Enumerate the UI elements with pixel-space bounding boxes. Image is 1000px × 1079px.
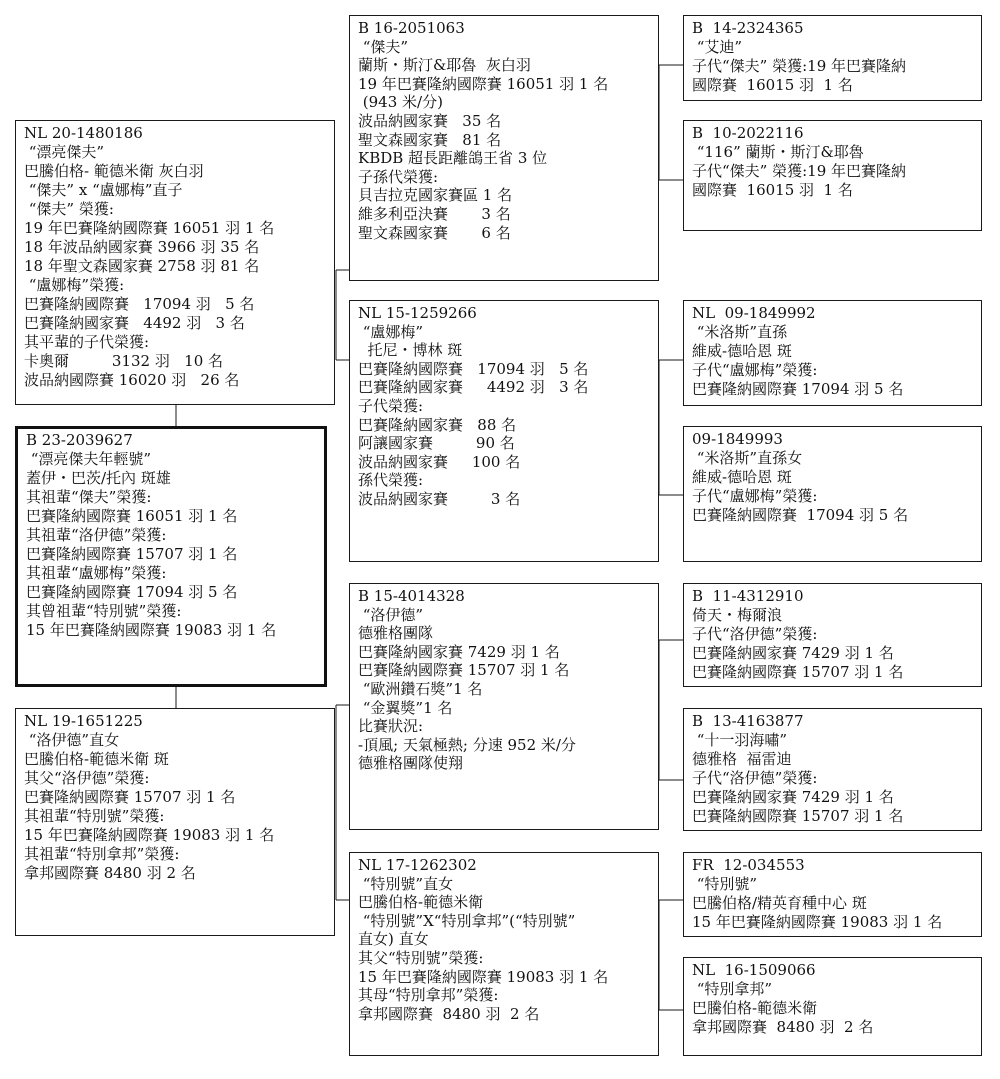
- ring-number: NL 19-1651225: [24, 712, 143, 730]
- pedigree-line: 波品納國家賽 3 名: [358, 489, 521, 508]
- pedigree-line: “盧娜梅”: [358, 322, 424, 341]
- pedigree-line: 19 年巴賽隆納國際賽 16051 羽 1 名: [24, 219, 275, 237]
- ring-number: NL 20-1480186: [24, 124, 143, 142]
- pedigree-line: 德雅格團隊: [358, 624, 434, 643]
- pedigree-line: 拿邦國際賽 8480 羽 2 名: [358, 1004, 540, 1023]
- pedigree-line: 波品納國家賽 100 名: [358, 452, 521, 471]
- pedigree-line: 巴賽隆納國際賽 17094 羽 5 名: [24, 295, 255, 313]
- pedigree-line: (943 米/分): [358, 93, 443, 112]
- pedigree-line: 波品納國家賽 35 名: [358, 111, 502, 130]
- pedigree-line: 18 年波品納國家賽 3966 羽 35 名: [24, 238, 260, 256]
- pedigree-line: 其平輩的子代榮獲:: [24, 333, 150, 351]
- pedigree-line: 巴賽隆納國家賽 7429 羽 1 名: [358, 642, 560, 661]
- dam-sire-sire-card: [683, 583, 982, 687]
- ring-number: FR 12-034553: [692, 856, 805, 874]
- pedigree-line: 其曾祖輩“特別號”榮獲:: [26, 602, 182, 620]
- pedigree-line: 巴賽隆納國家賽 7429 羽 1 名: [692, 644, 894, 662]
- sire-dam-card: [349, 300, 659, 562]
- pedigree-line: 孫代榮獲:: [358, 471, 424, 490]
- pedigree-line: “特別號”: [692, 875, 758, 893]
- ring-number: 09-1849993: [692, 430, 783, 448]
- pedigree-line: “十一羽海嘯”: [692, 731, 788, 749]
- pedigree-line: 其祖輩“特別號”榮獲:: [24, 807, 165, 825]
- pedigree-line: 維威-德哈恩 斑: [692, 342, 792, 360]
- pedigree-line: 巴騰伯格- 範德米衛 灰白羽: [24, 162, 204, 180]
- pedigree-line: 巴騰伯格/精英育種中心 斑: [692, 894, 867, 912]
- pedigree-line: 德雅格團隊使翔: [358, 754, 464, 773]
- pedigree-line: 子代“傑夫” 榮獲:19 年巴賽隆納: [692, 57, 907, 75]
- pedigree-line: 德雅格 福雷迪: [692, 750, 792, 768]
- pedigree-line: 巴騰伯格-範德米衛 斑: [24, 750, 169, 768]
- pedigree-line: 拿邦國際賽 8480 羽 2 名: [24, 864, 196, 882]
- pedigree-line: 其祖輩“特別拿邦”榮獲:: [24, 845, 180, 863]
- pedigree-line: 巴賽隆納國際賽 15707 羽 1 名: [26, 545, 238, 563]
- sire-sire-card: [349, 15, 659, 281]
- pedigree-line: 拿邦國際賽 8480 羽 2 名: [692, 1018, 874, 1036]
- pedigree-line: “歐洲鑽石獎”1 名: [358, 679, 483, 698]
- ring-number: B 14-2324365: [692, 19, 804, 37]
- pedigree-line: 巴賽隆納國際賽 17094 羽 5 名: [692, 506, 909, 524]
- pedigree-line: “特別號”直女: [358, 874, 454, 893]
- sire-sire-dam-card: [683, 120, 982, 231]
- ring-number: NL 16-1509066: [692, 961, 816, 979]
- pedigree-line: “116” 蘭斯・斯汀&耶魯: [692, 143, 864, 161]
- pedigree-line: 18 年聖文森國家賽 2758 羽 81 名: [24, 257, 260, 275]
- pedigree-line: “傑夫”: [358, 37, 409, 56]
- pedigree-line: 國際賽 16015 羽 1 名: [692, 181, 853, 199]
- pedigree-line: 子孫代榮獲:: [358, 167, 439, 186]
- ring-number: B 15-4014328: [358, 587, 465, 605]
- dam-sire-dam-card: [683, 708, 982, 831]
- pedigree-line: 其父“特別號”榮獲:: [358, 948, 484, 967]
- pedigree-line: 其祖輩“洛伊德”榮獲:: [26, 526, 167, 544]
- pedigree-line: 巴賽隆納國際賽 17094 羽 5 名: [692, 380, 904, 398]
- pedigree-line: 巴騰伯格-範德米衛: [692, 999, 818, 1017]
- pedigree-line: 巴賽隆納國家賽 4492 羽 3 名: [358, 378, 589, 397]
- pedigree-line: 國際賽 16015 羽 1 名: [692, 76, 853, 94]
- pedigree-line: “漂亮傑夫年輕號”: [26, 450, 152, 468]
- pedigree-line: “傑夫” x “盧娜梅”直子: [24, 181, 183, 199]
- dam-sire-card: [349, 583, 659, 830]
- pedigree-line: -頂風; 天氣極熱; 分速 952 米/分: [358, 735, 576, 754]
- pedigree-line: “米洛斯”直孫: [692, 323, 788, 341]
- pedigree-line: 貝吉拉克國家賽區 1 名: [358, 186, 513, 205]
- pedigree-line: 巴賽隆納國際賽 17094 羽 5 名: [358, 359, 589, 378]
- pedigree-line: 15 年巴賽隆納國際賽 19083 羽 1 名: [692, 913, 943, 931]
- dam-dam-sire-card: [683, 852, 982, 937]
- pedigree-line: 15 年巴賽隆納國際賽 19083 羽 1 名: [26, 621, 277, 639]
- pedigree-line: 其祖輩“傑夫”榮獲:: [26, 488, 152, 506]
- dam-dam-card: [349, 852, 659, 1056]
- pedigree-line: 阿讓國家賽 90 名: [358, 434, 515, 453]
- pedigree-line: 19 年巴賽隆納國際賽 16051 羽 1 名: [358, 74, 609, 93]
- pedigree-line: 巴賽隆納國際賽 15707 羽 1 名: [692, 663, 904, 681]
- pedigree-line: 巴賽隆納國家賽 4492 羽 3 名: [24, 314, 245, 332]
- pedigree-line: 巴賽隆納國際賽 17094 羽 5 名: [26, 583, 238, 601]
- pedigree-line: 巴騰伯格-範德米衛: [358, 893, 484, 912]
- pedigree-line: KBDB 超長距離鴿王省 3 位: [358, 149, 548, 168]
- pedigree-line: 巴賽隆納國際賽 15707 羽 1 名: [24, 788, 236, 806]
- pedigree-line: 波品納國際賽 16020 羽 26 名: [24, 371, 240, 389]
- pedigree-line: 子代“盧娜梅”榮獲:: [692, 487, 818, 505]
- pedigree-line: 蓋伊・巴茨/托內 斑雄: [26, 469, 171, 487]
- pedigree-line: 巴賽隆納國家賽 88 名: [358, 415, 517, 434]
- pedigree-line: 其父“洛伊德”榮獲:: [24, 769, 150, 787]
- ring-number: B 13-4163877: [692, 712, 804, 730]
- sire-sire-sire-card: [683, 15, 982, 101]
- pedigree-line: 倚天・梅爾浪: [692, 606, 783, 624]
- pedigree-line: 聖文森國家賽 6 名: [358, 223, 511, 242]
- pedigree-line: “特別號”X“特別拿邦”(“特別號”: [358, 911, 576, 930]
- pedigree-line: 蘭斯・斯汀&耶魯 灰白羽: [358, 56, 531, 75]
- pedigree-line: 15 年巴賽隆納國際賽 19083 羽 1 名: [358, 967, 609, 986]
- pedigree-line: “漂亮傑夫”: [24, 143, 105, 161]
- pedigree-line: “米洛斯”直孫女: [692, 449, 803, 467]
- pedigree-line: 巴賽隆納國際賽 15707 羽 1 名: [692, 807, 904, 825]
- ring-number: B 11-4312910: [692, 587, 804, 605]
- ring-number: B 10-2022116: [692, 124, 804, 142]
- pedigree-line: 卡奧爾 3132 羽 10 名: [24, 352, 224, 370]
- pedigree-line: 巴賽隆納國家賽 7429 羽 1 名: [692, 788, 894, 806]
- pedigree-line: 維多利亞決賽 3 名: [358, 204, 511, 223]
- pedigree-line: “盧娜梅”榮獲:: [24, 276, 125, 294]
- dam-card: [15, 708, 335, 936]
- pedigree-line: 子代“洛伊德”榮獲:: [692, 769, 818, 787]
- pedigree-line: “洛伊德”直女: [24, 731, 120, 749]
- subject-pigeon-card: [15, 426, 327, 687]
- pedigree-line: 子代“傑夫” 榮獲:19 年巴賽隆納: [692, 162, 907, 180]
- pedigree-line: 托尼・博林 斑: [358, 341, 463, 360]
- pedigree-line: 巴賽隆納國際賽 16051 羽 1 名: [26, 507, 238, 525]
- sire-dam-dam-card: [683, 426, 982, 562]
- pedigree-line: 子代“洛伊德”榮獲:: [692, 625, 818, 643]
- pedigree-line: “艾迪”: [692, 38, 743, 56]
- ring-number: B 16-2051063: [358, 19, 465, 37]
- ring-number: B 23-2039627: [26, 431, 133, 449]
- dam-dam-dam-card: [683, 957, 982, 1056]
- pedigree-line: “金翼獎”1 名: [358, 698, 453, 717]
- pedigree-line: 15 年巴賽隆納國際賽 19083 羽 1 名: [24, 826, 275, 844]
- sire-card: [15, 120, 335, 405]
- ring-number: NL 15-1259266: [358, 304, 477, 322]
- sire-dam-sire-card: [683, 300, 982, 406]
- pedigree-line: 其祖輩“盧娜梅”榮獲:: [26, 564, 167, 582]
- pedigree-line: 其母“特別拿邦”榮獲:: [358, 986, 499, 1005]
- pedigree-line: “傑夫” 榮獲:: [24, 200, 114, 218]
- pedigree-line: 比賽狀況:: [358, 717, 424, 736]
- pedigree-line: 聖文森國家賽 81 名: [358, 130, 502, 149]
- ring-number: NL 09-1849992: [692, 304, 816, 322]
- pedigree-line: “洛伊德”: [358, 605, 424, 624]
- ring-number: NL 17-1262302: [358, 856, 477, 874]
- pedigree-line: 子代“盧娜梅”榮獲:: [692, 361, 818, 379]
- pedigree-line: 子代榮獲:: [358, 396, 424, 415]
- pedigree-line: 直女) 直女: [358, 930, 429, 949]
- pedigree-line: 巴賽隆納國際賽 15707 羽 1 名: [358, 661, 570, 680]
- pedigree-line: 維威-德哈恩 斑: [692, 468, 792, 486]
- pedigree-line: “特別拿邦”: [692, 980, 773, 998]
